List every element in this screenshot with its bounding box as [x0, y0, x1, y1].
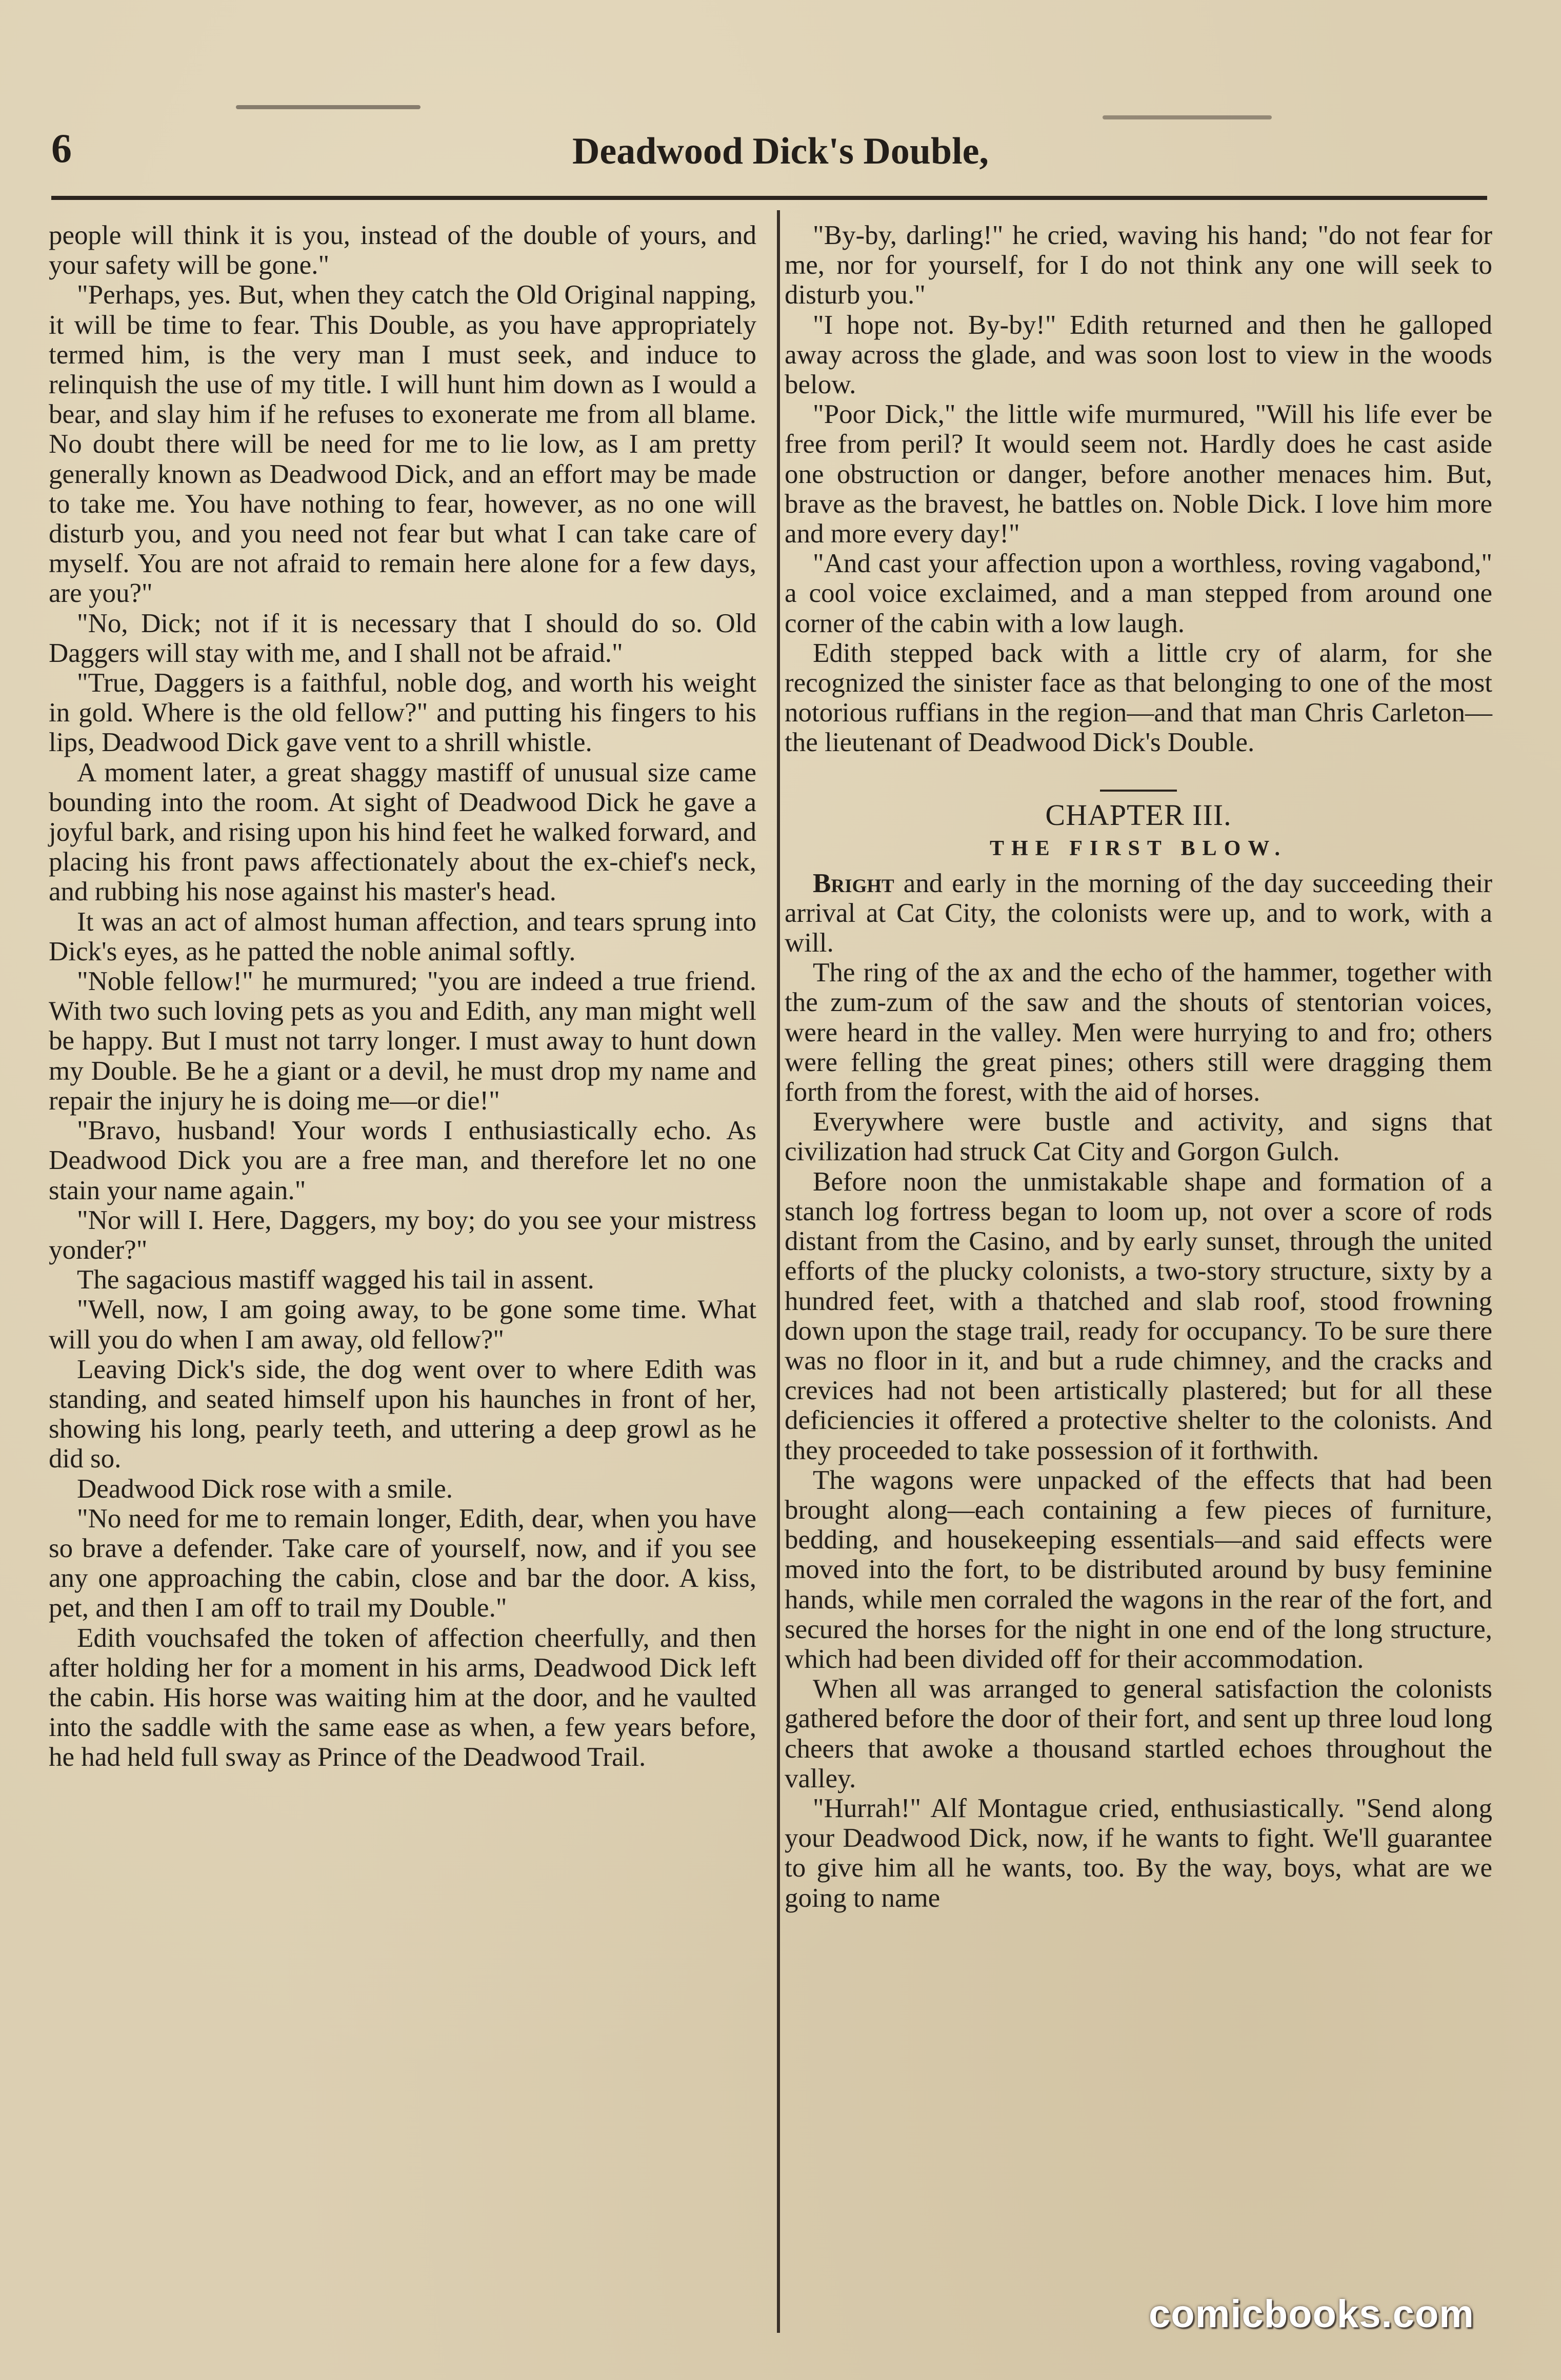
paragraph: The wagons were unpacked of the effects that had been brought along—each containing a few pieces of furniture, bedding, and housekeeping essentials—and said effects were moved into the fort, to be distributed around by busy feminine hands, while men corraled the wagons in the rear of the fort, and secured the horses for the night in one end of the long structure, which had been divided off for their accommodation. — [785, 1465, 1492, 1674]
chapter-heading — [785, 790, 1492, 864]
paragraph: Leaving Dick's side, the dog went over to where Edith was standing, and seated himself upon his haunches in front of her, showing his long, pearly teeth, and uttering a deep growl as he did so. — [49, 1354, 756, 1474]
chapter-opening-paragraph — [785, 869, 1492, 958]
column-divider — [777, 210, 780, 2333]
paragraph: Edith stepped back with a little cry of alarm, for she recognized the sinister face as that belonging to one of the most notorious ruffians in the region—and that man Chris Carleton—the lieutenant of Deadwood Dick's Double. — [785, 638, 1492, 758]
paragraph: "By-by, darling!" he cried, waving his hand; "do not fear for me, nor for yourself, for I do not think any one will seek to disturb you." — [785, 220, 1492, 310]
chapter-title: CHAPTER III. — [1045, 798, 1232, 832]
paragraph: "No, Dick; not if it is necessary that I should do so. Old Daggers will stay with me, and I shall not be afraid." — [49, 608, 756, 668]
paragraph: When all was arranged to general satisfaction the colonists gathered before the door of their fort, and sent up three loud long cheers that awoke a thousand startled echoes throughout the valley. — [785, 1674, 1492, 1793]
paragraph: Everywhere were bustle and activity, and signs that civilization had struck Cat City and Gorgon Gulch. — [785, 1107, 1492, 1167]
paragraph: "True, Daggers is a faithful, noble dog, and worth his weight in gold. Where is the old fellow?" and putting his fingers to his lips, Deadwood Dick gave vent to a shrill whistle. — [49, 668, 756, 758]
paragraph: "Noble fellow!" he murmured; "you are indeed a true friend. With two such loving pets as you and Edith, any man might well be happy. But I must not tarry longer. I must away to hunt down my Double. Be he a giant or a devil, he must drop my name and repair the injury he is doing me—or die!" — [49, 966, 756, 1116]
chapter-subtitle: THE FIRST BLOW. — [990, 836, 1287, 860]
paragraph: "Well, now, I am going away, to be gone some time. What will you do when I am away, old fellow?" — [49, 1295, 756, 1355]
paragraph: "And cast your affection upon a worthless, roving vagabond," a cool voice exclaimed, and a man stepped from around one corner of the cabin with a low laugh. — [785, 549, 1492, 638]
header-rule — [51, 196, 1487, 200]
paragraph: A moment later, a great shaggy mastiff of unusual size came bounding into the room. At sight of Deadwood Dick he gave a joyful bark, and rising upon his hind feet he walked forward, and placing his front paws affectionately about the ex-chief's neck, and rubbing his nose against his master's head. — [49, 757, 756, 907]
right-column — [785, 220, 1492, 1913]
paragraph: "Perhaps, yes. But, when they catch the Old Original napping, it will be time to fear. This Double, as you have appropriately termed him, is the very man I must seek, and induce to relinquish the use of my title. I will hunt him down as I would a bear, and slay him if he refuses to exonerate me from all blame. No doubt there will be need for me to lie low, as I am pretty generally known as Deadwood Dick, and an effort may be made to take me. You have nothing to fear, however, as no one will disturb you, and you need not fear but what I can take care of myself. You are not afraid to remain here alone for a few days, are you?" — [49, 280, 756, 609]
paragraph: Before noon the unmistakable shape and formation of a stanch log fortress began to loom up, not over a score of rods distant from the Casino, and by early sunset, through the united efforts of the plucky colonists, a two-story structure, sixty by a hundred feet, with a thatched and slab roof, stood frowning down upon the stage trail, ready for occupancy. To be sure there was no floor in it, and but a rude chimney, and the cracks and crevices had not been artistically plastered; but for all these deficiencies it offered a protective shelter to the colonists. And they proceeded to take possession of it forthwith. — [785, 1166, 1492, 1465]
paragraph: "I hope not. By-by!" Edith returned and then he galloped away across the glade, and was soon lost to view in the woods below. — [785, 310, 1492, 400]
watermark: comicbooks.com — [1149, 2292, 1474, 2336]
paragraph: people will think it is you, instead of the double of yours, and your safety will be gone." — [49, 220, 756, 280]
paragraph: "Poor Dick," the little wife murmured, "Will his life ever be free from peril? It would seem not. Hardly does he cast aside one obstruction or danger, before another menaces him. But, brave as the bravest, he battles on. Noble Dick. I love him more and more every day!" — [785, 399, 1492, 549]
paragraph: "Bravo, husband! Your words I enthusiastically echo. As Deadwood Dick you are a free man, and therefore let no one stain your name again." — [49, 1116, 756, 1205]
running-title: Deadwood Dick's Double, — [572, 130, 989, 172]
paragraph: The ring of the ax and the echo of the hammer, together with the zum-zum of the saw and the shouts of stentorian voices, were heard in the valley. Men were hurrying to and fro; others were felling the great pines; others still were dragging them forth from the forest, with the aid of horses. — [785, 958, 1492, 1107]
paragraph: It was an act of almost human affection, and tears sprung into Dick's eyes, as he patted the noble animal softly. — [49, 906, 756, 966]
paragraph: "No need for me to remain longer, Edith, dear, when you have so brave a defender. Take care of yourself, now, and if you see any one approaching the cabin, close and bar the door. A kiss, pet, and then I am off to trail my Double." — [49, 1503, 756, 1623]
left-column — [49, 220, 756, 1772]
chapter-opening-text: and early in the morning of the day succeeding their arrival at Cat City, the colonists were up, and to work, with a will. — [785, 868, 1492, 958]
page-number: 6 — [51, 126, 72, 171]
paragraph: The sagacious mastiff wagged his tail in assent. — [77, 1265, 594, 1295]
paragraph: "Hurrah!" Alf Montague cried, enthusiastically. "Send along your Deadwood Dick, now, if he wants to fight. We'll guarantee to give him all he wants, too. By the way, boys, what are we going to name — [785, 1793, 1492, 1913]
paragraph: Edith vouchsafed the token of affection cheerfully, and then after holding her for a moment in his arms, Deadwood Dick left the cabin. His horse was waiting him at the door, and he vaulted into the saddle with the same ease as when, a few years before, he had held full sway as Prince of the Deadwood Trail. — [49, 1623, 756, 1772]
paragraph: Deadwood Dick rose with a smile. — [77, 1474, 453, 1504]
paragraph: "Nor will I. Here, Daggers, my boy; do you see your mistress yonder?" — [49, 1205, 756, 1265]
ink-smudge — [1103, 115, 1272, 119]
ink-smudge — [236, 105, 421, 109]
chapter-first-word: Bright — [813, 868, 894, 898]
chapter-rule — [1100, 790, 1177, 792]
